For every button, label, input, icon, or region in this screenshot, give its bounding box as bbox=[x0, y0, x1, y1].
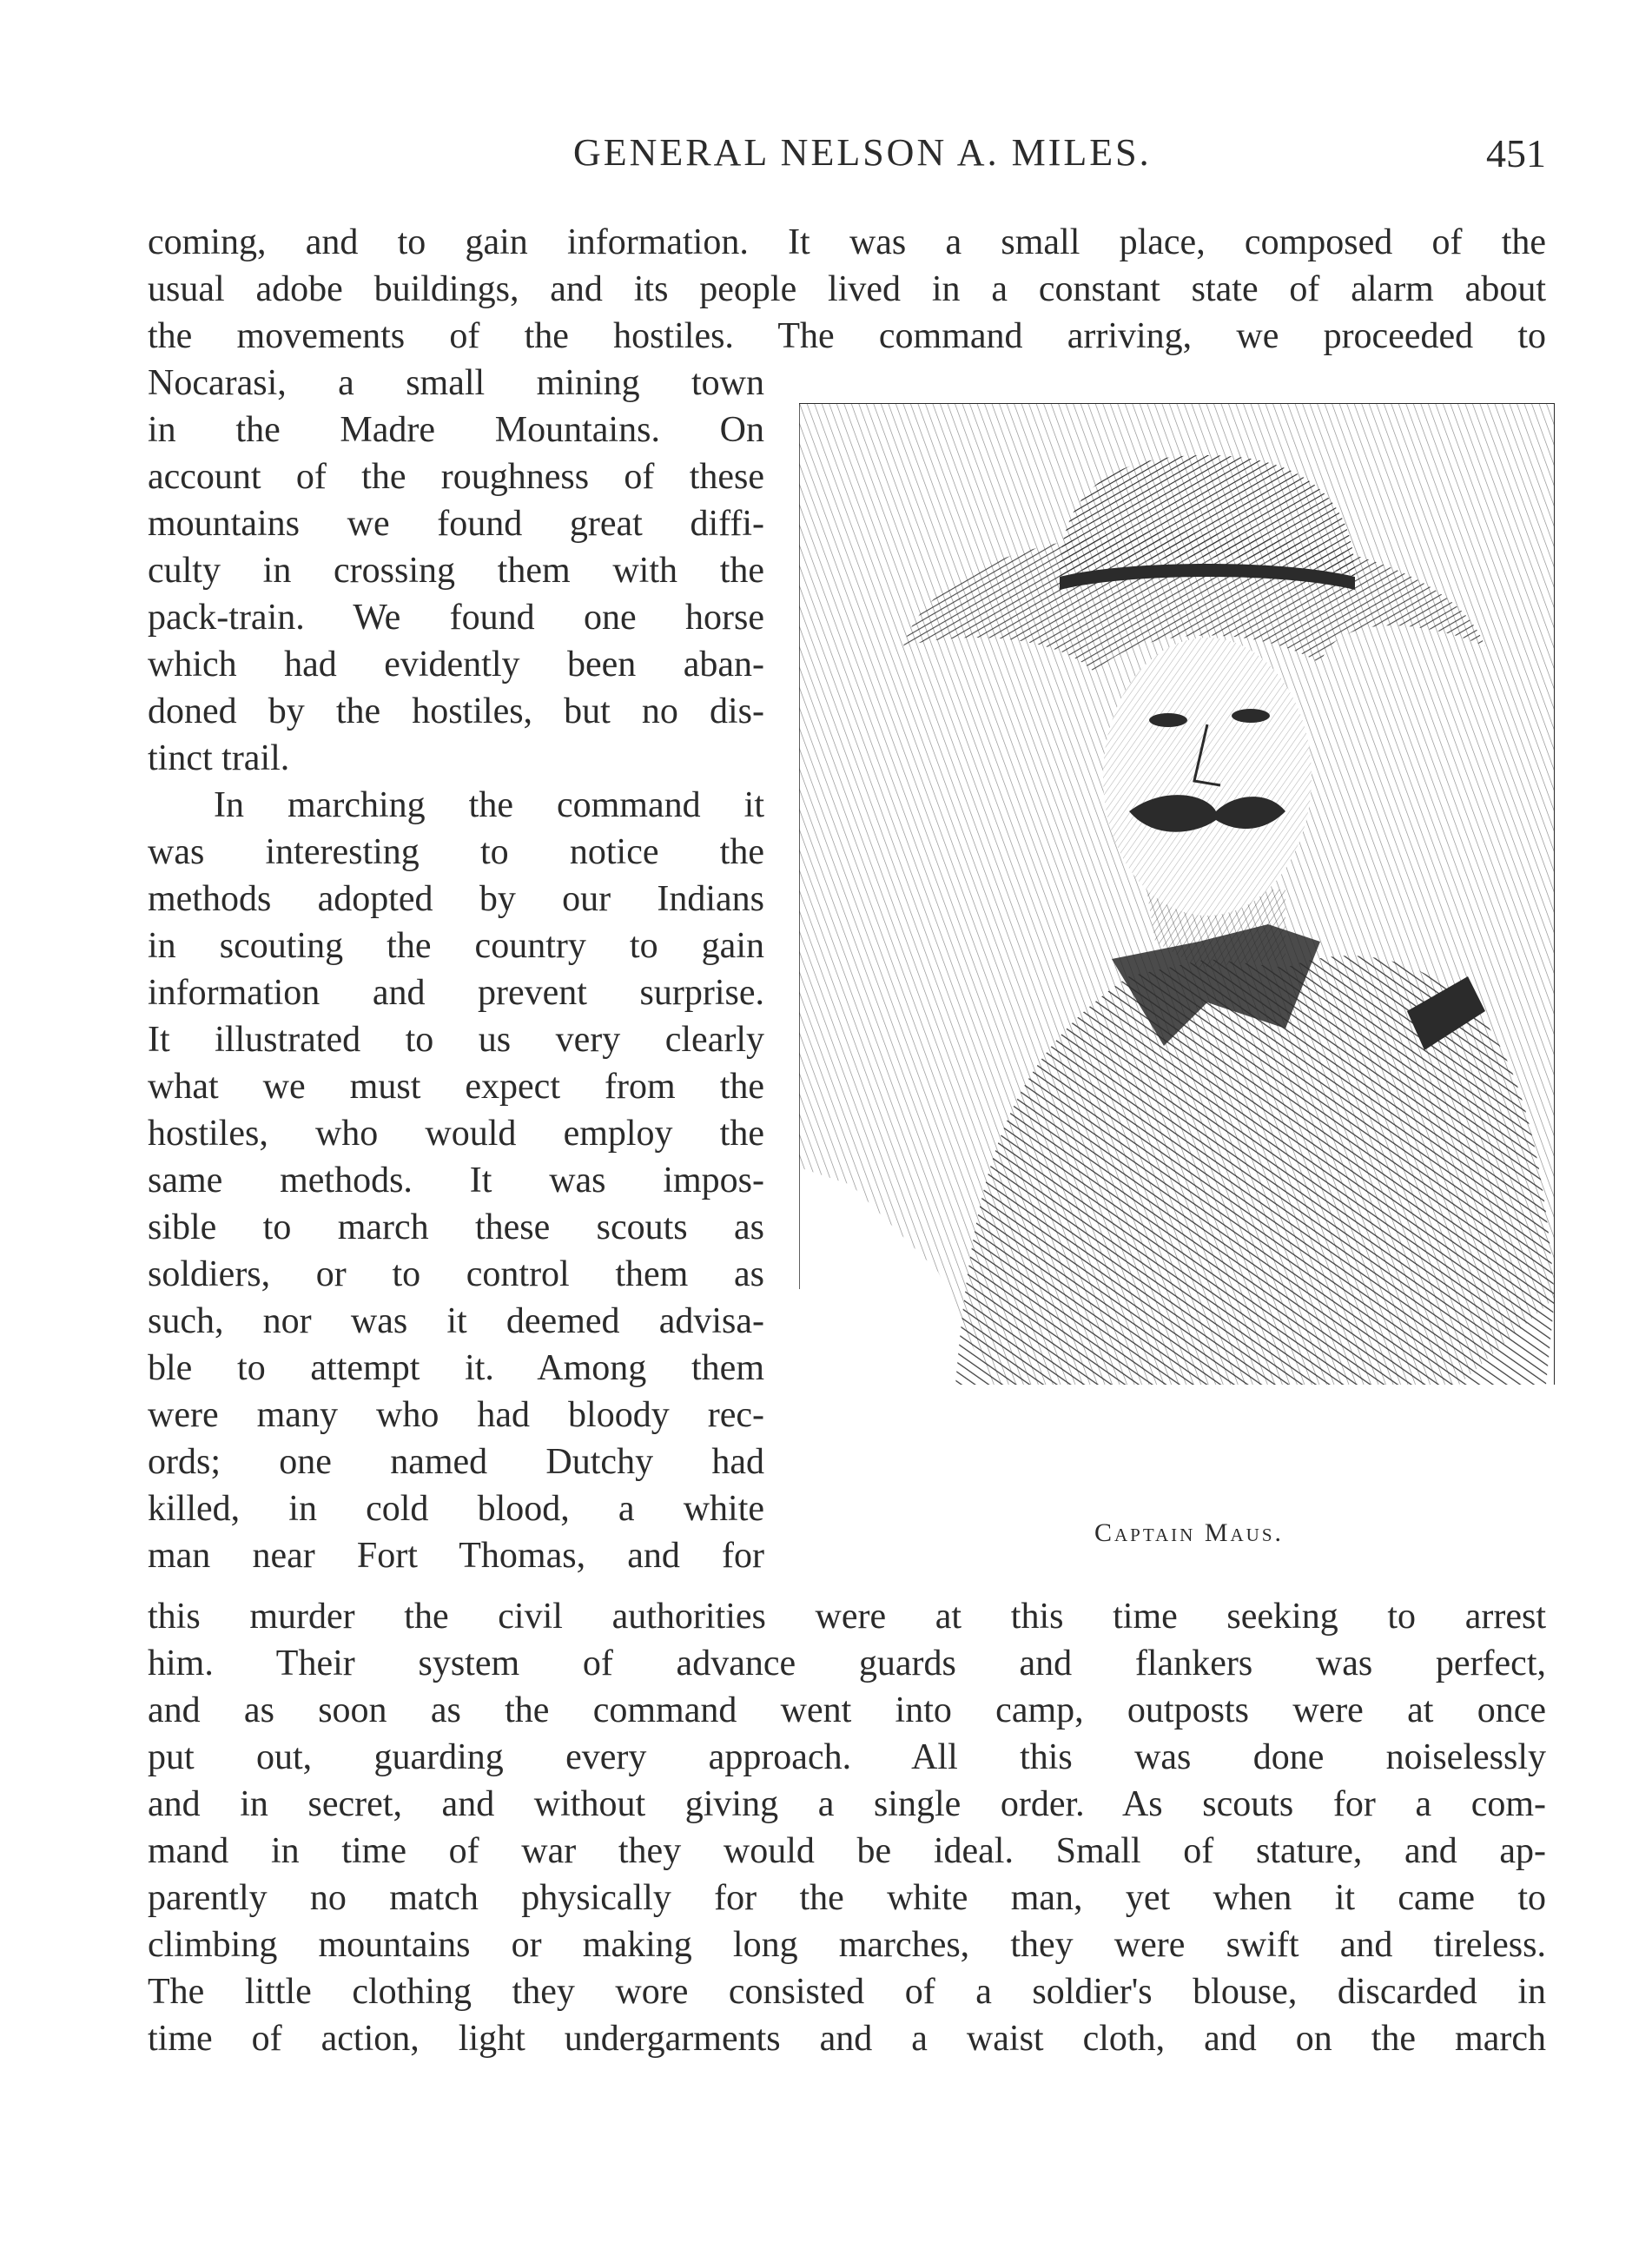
text-line: tinct trail. bbox=[148, 738, 290, 778]
text-line: account of the roughness of these bbox=[148, 457, 764, 497]
text-line: It illustrated to us very clearly bbox=[148, 1020, 764, 1060]
text-line: this murder the civil authorities were at this time seeking to arrest bbox=[148, 1597, 1546, 1637]
text-line: same methods. It was impos- bbox=[148, 1161, 764, 1200]
text-line: pack-train. We found one horse bbox=[148, 598, 764, 638]
text-line: Nocarasi, a small mining town bbox=[148, 363, 764, 403]
text-line: In marching the command it bbox=[214, 785, 764, 825]
text-line: ords; one named Dutchy had bbox=[148, 1442, 764, 1482]
text-line: information and prevent surprise. bbox=[148, 973, 764, 1013]
text-line: ble to attempt it. Among them bbox=[148, 1348, 764, 1388]
text-line: climbing mountains or making long marches, they were swift and tireless. bbox=[148, 1925, 1546, 1965]
text-line: the movements of the hostiles. The command arriving, we proceeded to bbox=[148, 316, 1546, 356]
paragraph-1-top bbox=[148, 219, 1546, 360]
text-line: soldiers, or to control them as bbox=[148, 1254, 764, 1294]
text-line: doned by the hostiles, but no dis- bbox=[148, 691, 764, 731]
text-line: and as soon as the command went into camp, outposts were at once bbox=[148, 1690, 1546, 1730]
running-title: GENERAL NELSON A. MILES. bbox=[573, 131, 1152, 174]
text-line: culty in crossing them with the bbox=[148, 551, 764, 591]
text-line: and in secret, and without giving a single order. As scouts for a com- bbox=[148, 1784, 1546, 1824]
paragraph-2-bottom bbox=[148, 1593, 1546, 2062]
text-line: which had evidently been aban- bbox=[148, 645, 764, 685]
text-line: parently no match physically for the white man, yet when it came to bbox=[148, 1878, 1546, 1918]
text-line: him. Their system of advance guards and flankers was perfect, bbox=[148, 1644, 1546, 1683]
text-line: man near Fort Thomas, and for bbox=[148, 1536, 764, 1576]
text-line: were many who had bloody rec- bbox=[148, 1395, 764, 1435]
figure-caption: Captain Maus. bbox=[1094, 1518, 1285, 1547]
text-line: what we must expect from the bbox=[148, 1067, 764, 1107]
portrait-figure bbox=[799, 403, 1555, 1547]
text-line: time of action, light undergarments and a waist cloth, and on the march bbox=[148, 2019, 1546, 2059]
text-line: coming, and to gain information. It was a small place, composed of the bbox=[148, 222, 1546, 262]
text-line: such, nor was it deemed advisa- bbox=[148, 1301, 764, 1341]
text-line: The little clothing they wore consisted of a soldier's blouse, discarded in bbox=[148, 1972, 1546, 2012]
text-line: was interesting to notice the bbox=[148, 832, 764, 872]
portrait-engraving-icon bbox=[799, 403, 1555, 1385]
text-line: mand in time of war they would be ideal. Small of stature, and ap- bbox=[148, 1831, 1546, 1871]
text-line: sible to march these scouts as bbox=[148, 1207, 764, 1247]
page-header bbox=[148, 130, 1546, 182]
text-line: methods adopted by our Indians bbox=[148, 879, 764, 919]
text-line: usual adobe buildings, and its people lived in a constant state of alarm about bbox=[148, 269, 1546, 309]
page-number: 451 bbox=[1486, 131, 1546, 175]
text-line: in the Madre Mountains. On bbox=[148, 410, 764, 450]
text-line: put out, guarding every approach. All this was done noiselessly bbox=[148, 1737, 1546, 1777]
text-line: hostiles, who would employ the bbox=[148, 1114, 764, 1154]
text-line: in scouting the country to gain bbox=[148, 926, 764, 966]
text-line: mountains we found great diffi- bbox=[148, 504, 764, 544]
text-line: killed, in cold blood, a white bbox=[148, 1489, 764, 1529]
wrapped-text-column bbox=[148, 360, 764, 1579]
